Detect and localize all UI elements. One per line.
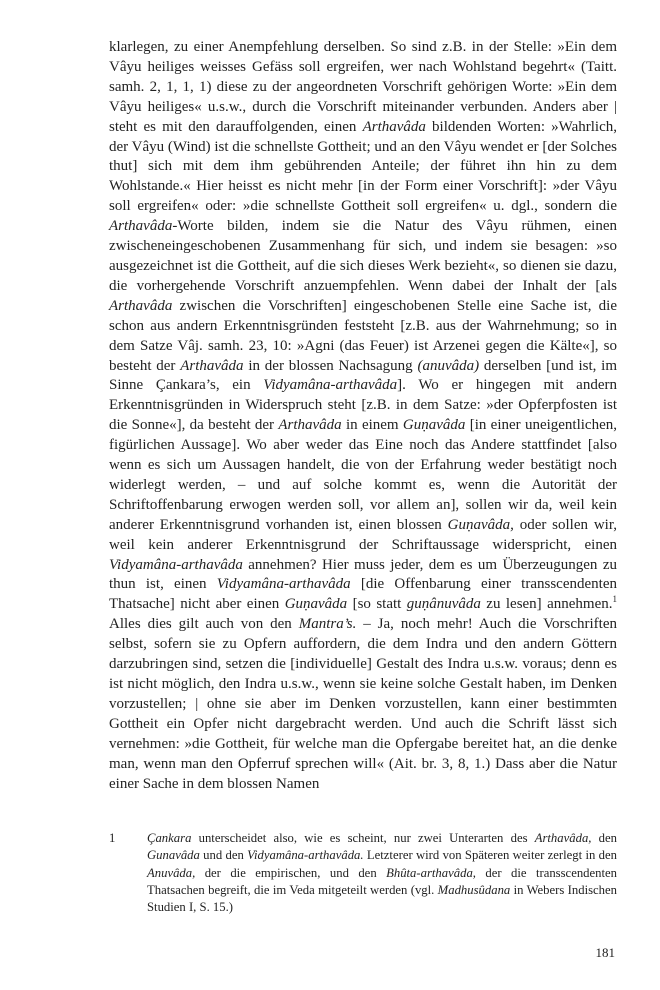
italic-term: Arthavâda,	[534, 831, 592, 845]
italic-term: Guṇavâda	[402, 417, 466, 434]
italic-term: (anuvâda)	[417, 357, 480, 374]
italic-term: Vidyamâna-arthavâda	[216, 576, 351, 593]
text-run: und den	[199, 848, 248, 863]
italic-term: Çankara	[147, 831, 192, 845]
text-run: derselben [und ist, im Sinne Çankara’s, ein	[109, 357, 617, 394]
italic-term: Arthavâda	[109, 218, 173, 235]
text-run: Alles dies gilt auch von den	[109, 616, 299, 633]
text-run: den	[591, 831, 617, 845]
text-run: annehmen? Hier muss jeder, dem es um Überzeugungen zu thun ist, einen	[109, 556, 617, 593]
text-run: -Worte bilden, indem sie die Natur des Vâyu rühmen, einen zwischeneingeschobenen Zusammenhang für sich, und indem sie besagen: »so ausgezeichnet ist die Gottheit, auf die sich dieses Werk bezieht«, so dienen sie dazu, die vorhergehende Vorschrift anzuempfehlen. Wenn dabei der Inhalt der [als	[109, 218, 617, 294]
italic-term: Arthavâda	[278, 417, 342, 434]
text-run: oder sollen wir, weil kein anderer Erkenntnisgrund der Schriftaussage widerspricht, einen	[109, 516, 617, 553]
italic-term: Vidyamâna-arthavâda	[109, 556, 243, 573]
text-run: – Ja, noch mehr! Auch die Vorschriften selbst, sofern sie zu Opfern auffordern, die dem Indra und den andern Göttern darzubringen sind, setzen die [individuelle] Gestalt des Indra u.s.w. voraus; denn es ist nicht möglich, den Indra u.s.w., wenn sie keine solche Gestalt haben, im Denken vorzustellen; | ohne sie aber im Denken vorzustellen, kann einer bestimmten Gottheit ein Opfer nicht dargebracht werden. Und auch die Schrift lässt sich vernehmen: »die Gottheit, für welche man die Opfergabe bereitet hat, an die denke man, wenn man den Opferruf sprechen will« (Ait. br. 3, 8, 1.) Dass aber die Natur einer Sache in dem blossen Namen	[109, 616, 617, 792]
italic-term: Arthavâda	[362, 118, 426, 135]
main-text	[109, 38, 617, 794]
text-run: Letzterer wird von Späteren weiter zerlegt in den	[363, 848, 617, 863]
italic-term: guṇânuvâda	[406, 596, 481, 613]
italic-term: Guṇavâda	[284, 596, 348, 613]
text-run: der die empirischen, und den	[195, 865, 387, 880]
italic-term: Madhusûdana	[437, 882, 511, 897]
text-run: der die transscendenten Thatsachen begreift, die im Veda mitgeteilt werden (vgl.	[147, 865, 617, 897]
text-run: [in einer uneigentlichen, figürlichen Aussage]. Wo aber weder das Eine noch das Andere stattfindet [also wenn es sich um Aussagen handelt, die von der Erfahrung weder bestätigt noch widerlegt werden, – und auf solche kommt es, wenn die Autorität der Schriftoffenbarung erwogen werden soll, vor allem an], sollen wir da, weil kein anderer Erkenntnisgrund vorhanden ist, einen blossen	[109, 417, 617, 533]
text-run: zwischen die Vorschriften] eingeschobenen Stelle eine Sache ist, die schon aus andern Erkenntnisgründen feststeht [z.B. aus der Wahrnehmung; so in dem Satze Vâj. samh. 23, 10: »Agni (das Feuer) ist Arzenei gegen die Kälte«], so besteht der	[109, 297, 617, 374]
page-number: 181	[595, 945, 615, 960]
text-run: in einem	[341, 417, 403, 434]
italic-term: Arthavâda	[180, 357, 244, 374]
footnote-number: 1	[109, 831, 116, 845]
text-run: bildenden Worten: »Wahrlich, der Vâyu (Wind) ist die schnellste Gottheit; und an den Vâyu wendet er [der Solches thut] sich mit dem ihm gebührenden Anteile; der führet ihn hin zu dem Wohlstande.« Hier heisst es nicht mehr [in der Form einer Vorschrift]: »der Vâyu soll ergreifen« oder: »die schnellste Gottheit soll ergreifen« u. dgl., sondern die	[109, 118, 617, 215]
italic-term: Vidyamâna-arthavâda	[263, 377, 398, 394]
italic-term: Arthavâda	[109, 297, 173, 314]
footnote-text	[147, 830, 617, 916]
italic-term: Gunavâda	[147, 848, 200, 863]
footnote-section	[109, 830, 617, 916]
body-paragraph	[109, 38, 617, 794]
italic-term: Guṇavâda,	[447, 516, 514, 533]
text-run: unterscheidet also, wie es scheint, nur zwei Unterarten des	[191, 831, 535, 845]
text-run: zu lesen] annehmen.	[480, 596, 613, 613]
text-run: [so statt	[347, 596, 407, 613]
italic-term: Vidyamâna-arthavâda.	[247, 848, 364, 863]
italic-term: Mantra’s.	[298, 616, 357, 633]
italic-term: Anuvâda,	[147, 865, 196, 880]
footnote-reference[interactable]: 1	[612, 594, 617, 605]
italic-term: Bhûta-arthavâda,	[386, 865, 476, 880]
footnote	[109, 830, 617, 916]
text-run: in Webers Indischen Studien I, S. 15.)	[147, 882, 617, 915]
text-run: [die Offenbarung einer transscendenten Thatsache] nicht aber einen	[109, 576, 617, 613]
text-run: in der blossen Nachsagung	[243, 357, 418, 374]
text-run: ]. Wo er hingegen mit andern Erkenntnisgründen in Widerspruch steht [z.B. in dem Satze: »der Opferpfosten ist die Sonne«], da besteht der	[109, 377, 617, 434]
text-run: klarlegen, zu einer Anempfehlung derselben. So sind z.B. in der Stelle: »Ein dem Vâyu heiliges weisses Gefäss soll ergreifen, wer nach Wohlstand begehrt« (Taitt. samh. 2, 1, 1, 1) diese zu der angeordneten Vorschrift gehörigen Worte: »Ein dem Vâyu heiliges« u.s.w., durch die Vorschrift miteinander verbunden. Anders aber | steht es mit den darauffolgenden, einen	[109, 39, 617, 135]
